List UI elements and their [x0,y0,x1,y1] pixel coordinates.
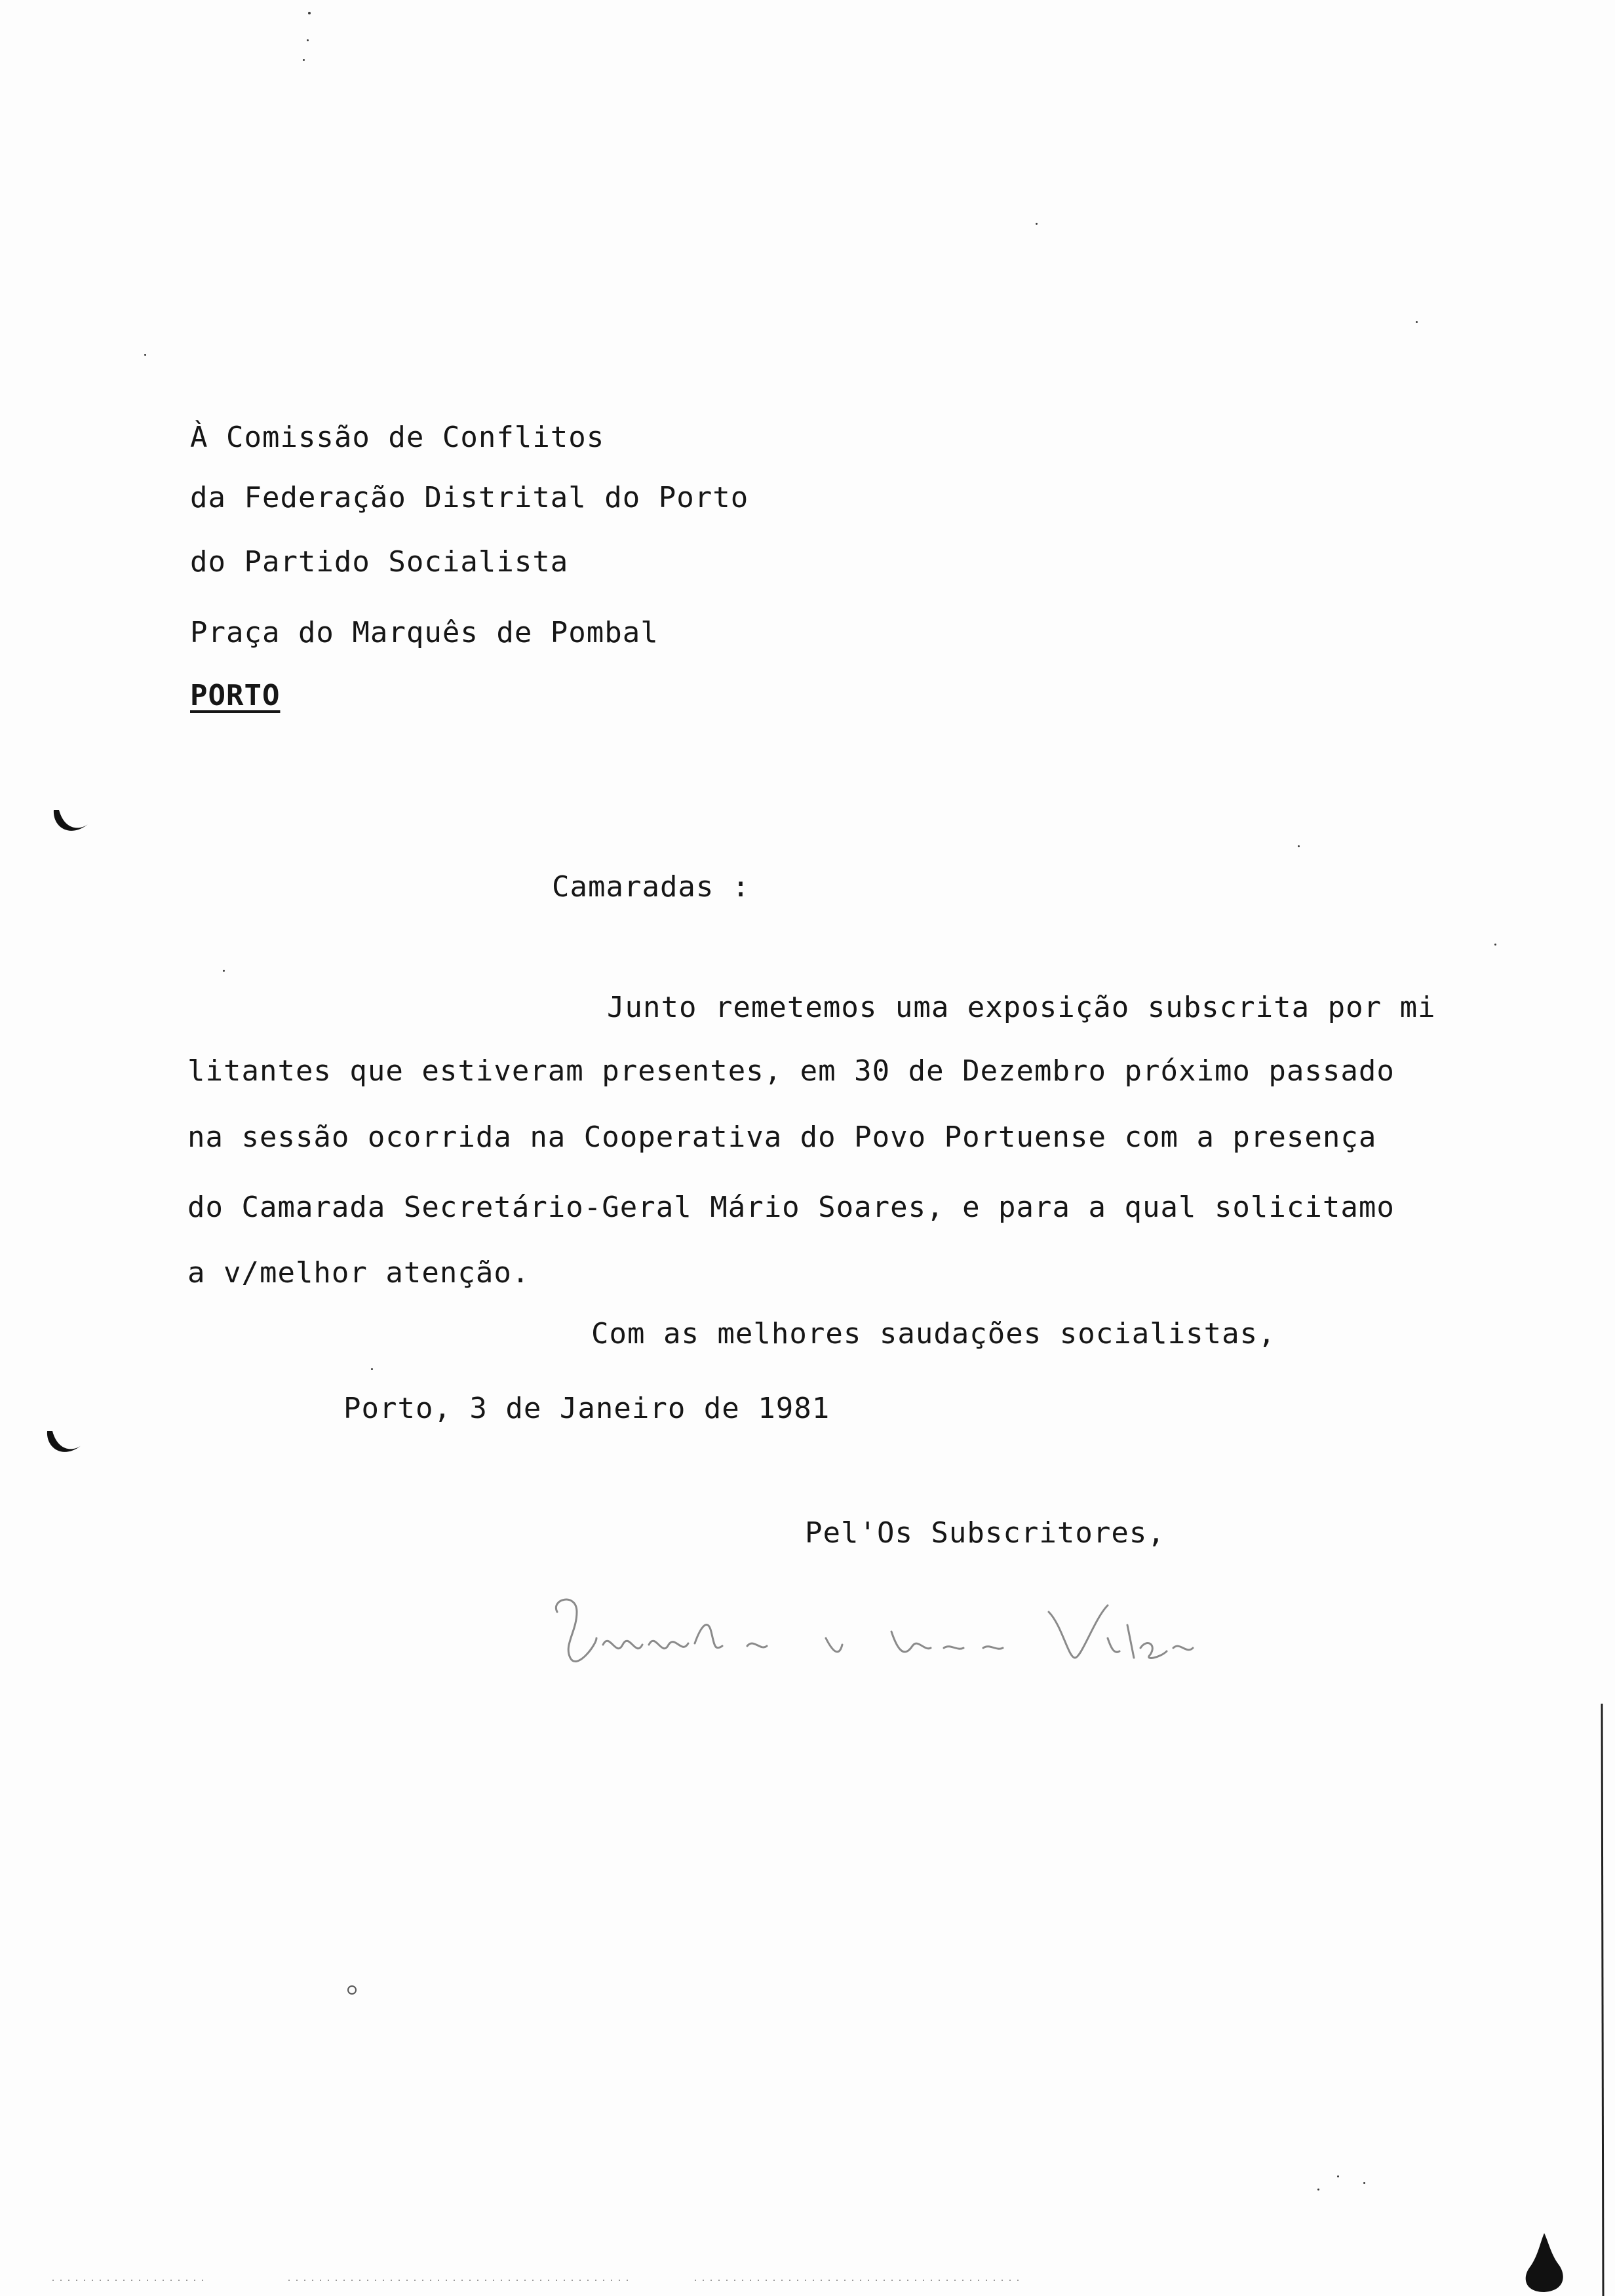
scan-speck [307,39,309,41]
scan-speck [144,354,146,356]
scan-speck [303,59,305,61]
recipient-line-3: do Partido Socialista [190,545,569,579]
body-line-3: na sessão ocorrida na Cooperativa do Povo Portuense com a presença [187,1120,1377,1154]
recipient-line-4: Praça do Marquês de Pombal [190,616,659,649]
scan-speck [1416,321,1418,323]
date-line: Porto, 3 de Janeiro de 1981 [343,1392,830,1425]
scan-speck [1298,845,1300,847]
scan-speck [1317,2189,1319,2191]
scan-speck [1337,2175,1339,2177]
body-line-5: a v/melhor atenção. [187,1256,530,1290]
handwritten-signature [551,1586,1285,1684]
binder-mark-icon [43,1422,85,1464]
body-line-4: do Camarada Secretário-Geral Mário Soares, e para a qual solicitamo [187,1191,1395,1224]
recipient-city: PORTO [190,679,281,712]
page-edge-mark [1589,1704,1615,2296]
scan-artifact-bottom [39,2274,1350,2287]
scan-speck [1494,944,1496,946]
body-line-1: Junto remetemos uma exposição subscrita por mi [607,991,1436,1024]
scan-speck [308,12,311,14]
scan-speck [347,1985,357,1995]
scan-speck [1036,223,1038,225]
scan-speck [1363,2182,1365,2184]
scan-speck [223,970,225,972]
recipient-line-2: da Federação Distrital do Porto [190,481,749,514]
recipient-line-1: À Comissão de Conflitos [190,421,605,454]
binder-mark-icon [50,801,92,843]
signed-by: Pel'Os Subscritores, [805,1516,1165,1550]
salutation: Camaradas : [552,870,750,904]
closing-line: Com as melhores saudações socialistas, [591,1317,1276,1350]
scan-speck [371,1368,373,1370]
body-line-2: litantes que estiveram presentes, em 30 de Dezembro próximo passado [187,1054,1395,1088]
ink-blot [1518,2228,1570,2293]
